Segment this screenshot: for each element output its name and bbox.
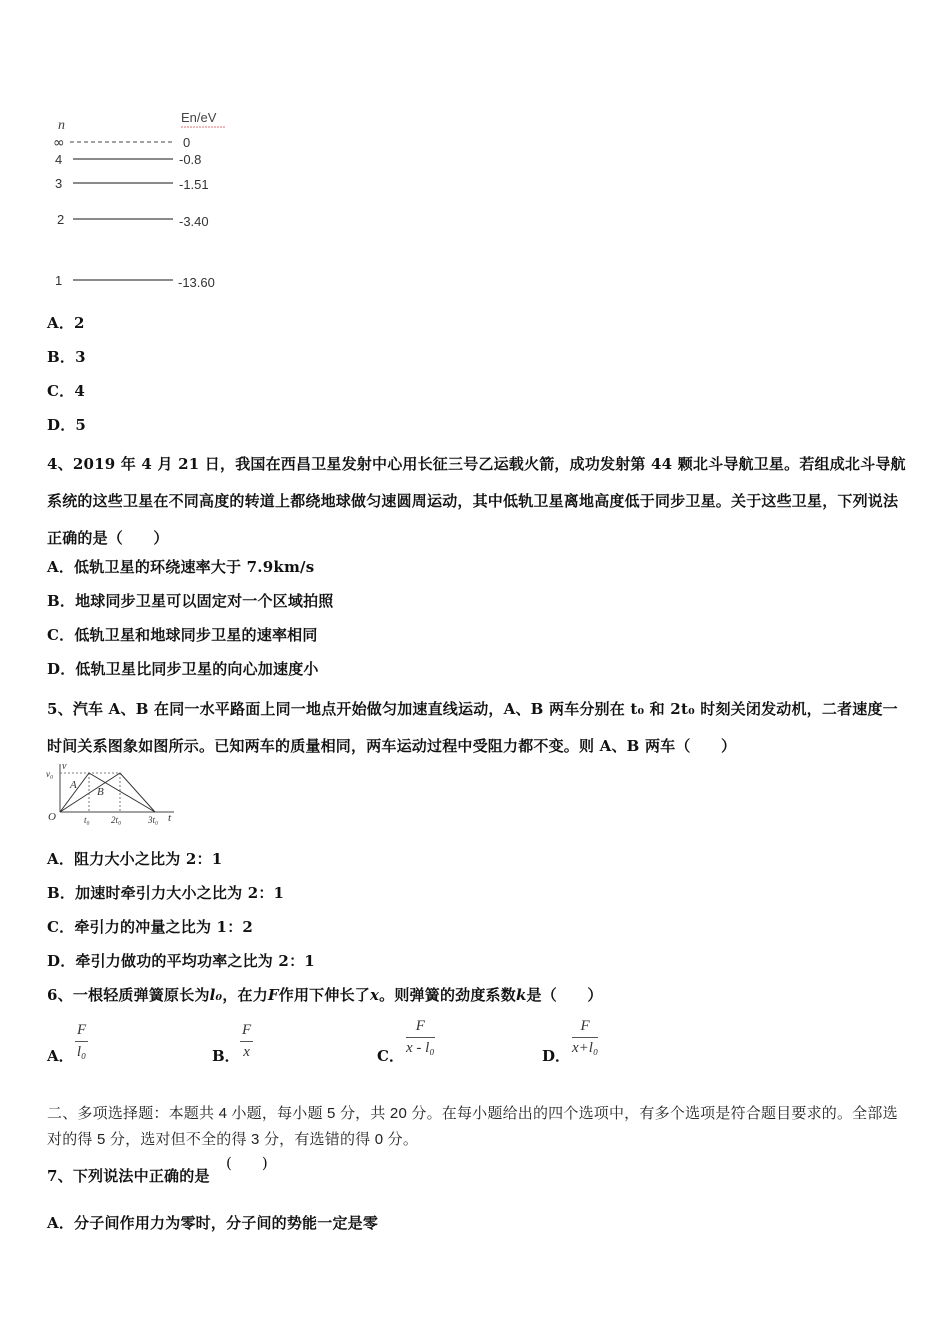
q6-option-d-label: D． — [542, 1047, 571, 1065]
level-e-3: -1.51 — [179, 177, 209, 192]
level-e-inf: 0 — [183, 135, 191, 150]
n-axis-label: n — [58, 118, 65, 133]
q4-option-a: A．低轨卫星的环绕速率大于 7.9km/s — [47, 558, 315, 576]
level-e-1: -13.60 — [178, 275, 215, 290]
level-n-inf: ∞ — [53, 135, 65, 151]
q5-option-d: D．牵引力做功的平均功率之比为 2：1 — [47, 952, 315, 970]
q3-option-c: C．4 — [47, 382, 85, 400]
q3-option-d: D．5 — [47, 416, 87, 434]
q7-option-a: A．分子间作用力为零时，分子间的势能一定是零 — [47, 1214, 379, 1232]
level-n-4: 4 — [55, 152, 63, 167]
q5-option-a: A．阻力大小之比为 2：1 — [47, 850, 223, 868]
t-axis-label: t — [168, 812, 172, 824]
curve-b-label: B — [97, 786, 104, 798]
level-n-3: 3 — [55, 176, 63, 191]
q3-option-b: B．3 — [47, 348, 86, 366]
section2-heading: 二、多项选择题：本题共 4 小题，每小题 5 分，共 20 分。在每小题给出的四个选项中，有多个选项是符合题目要求的。全部选对的得 5 分，选对但不全的得 3 分，有选错的得 0 分。 — [47, 1105, 898, 1148]
q4-stem: 4、2019 年 4 月 21 日，我国在西昌卫星发射中心用长征三号乙运载火箭，成功发射第 44 颗北斗导航卫星。若组成北斗导航系统的这些卫星在不同高度的转道上都绕地球做匀速圆周运动，其中低轨卫星离地高度低于同步卫星。关于这些卫星，下列说法正确的是（ ） — [47, 455, 906, 547]
q4-option-c: C．低轨卫星和地球同步卫星的速率相同 — [47, 626, 318, 644]
q6-option-c-label: C． — [377, 1047, 404, 1065]
q7-paren: ( ) — [226, 1154, 268, 1172]
q7-stem: 7、下列说法中正确的是 — [47, 1167, 210, 1185]
tick-2t0: 2t₀ — [111, 815, 122, 825]
q6-option-a-fraction: $\frac{F}{\text{l₀}}$ — [76, 1022, 87, 1060]
q4-option-d: D．低轨卫星比同步卫星的向心加速度小 — [47, 660, 319, 678]
energy-level-diagram — [45, 100, 245, 295]
curve-a-label: A — [70, 779, 77, 791]
tick-t0: t₀ — [84, 815, 90, 825]
q6-option-b-fraction: $\frac{F}{x}$ — [242, 1022, 252, 1060]
v0-label: v₀ — [46, 769, 54, 779]
q5-option-b: B．加速时牵引力大小之比为 2：1 — [47, 884, 285, 902]
q6-option-d-fraction: $\frac{F}{\text{x+l₀}}$ — [572, 1018, 599, 1056]
level-e-2: -3.40 — [179, 214, 209, 229]
v-axis-label: v — [62, 761, 67, 772]
q5-stem: 5、汽车 A、B 在同一水平路面上同一地点开始做匀加速直线运动，A、B 两车分别在 t₀ 和 2t₀ 时刻关闭发动机，二者速度一时间关系图象如图所示。已知两车的质量相同，两车运动过程中受阻力都不变。则 A、B 两车（ ） — [47, 700, 898, 755]
tick-3t0: 3t₀ — [148, 815, 159, 825]
origin-label: O — [48, 811, 56, 823]
q5-option-c: C．牵引力的冲量之比为 1：2 — [47, 918, 254, 936]
level-e-4: -0.8 — [179, 152, 202, 167]
energy-axis-label: En/eV — [181, 110, 217, 125]
velocity-time-graph — [42, 760, 182, 826]
q6-option-b-label: B． — [212, 1047, 240, 1065]
q6-option-c-fraction: $\frac{F}{\text{x - l₀}}$ — [406, 1018, 435, 1056]
q6-option-a-label: A． — [47, 1047, 74, 1065]
q4-option-b: B．地球同步卫星可以固定对一个区域拍照 — [47, 592, 334, 610]
level-n-2: 2 — [57, 212, 65, 227]
q3-option-a: A．2 — [47, 314, 85, 332]
level-n-1: 1 — [55, 273, 63, 288]
q6-stem: 6、一根轻质弹簧原长为l₀，在力F作用下伸长了x。则弹簧的劲度系数k是（ ） — [47, 986, 603, 1004]
